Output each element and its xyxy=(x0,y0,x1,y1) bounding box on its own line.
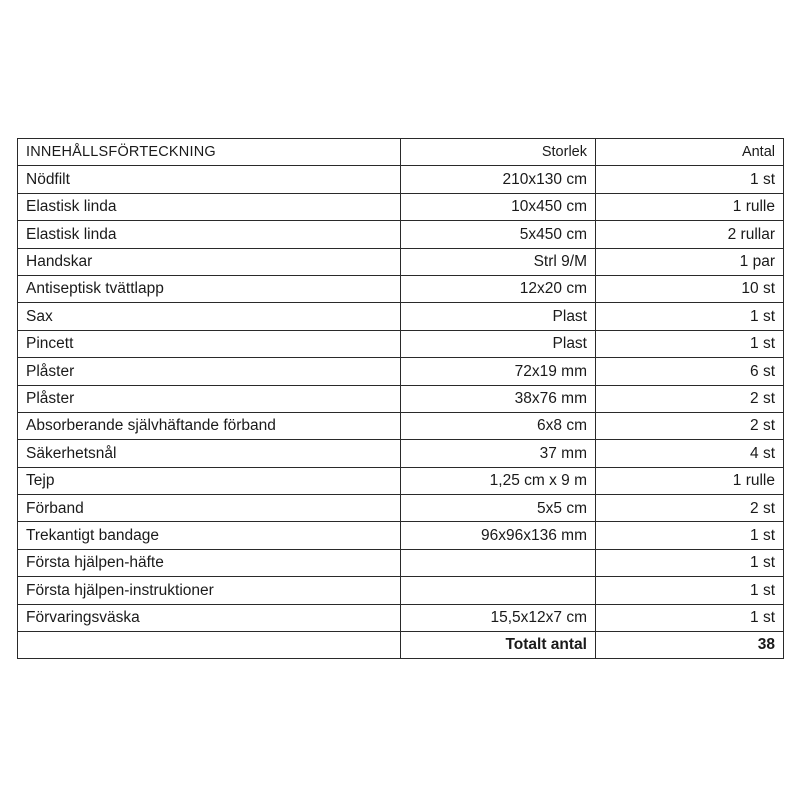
table-body xyxy=(18,166,784,659)
table-row xyxy=(18,440,784,467)
item-quantity: 2 st xyxy=(596,385,784,412)
item-size: 210x130 cm xyxy=(401,166,596,193)
item-quantity: 6 st xyxy=(596,358,784,385)
item-name: Plåster xyxy=(18,385,401,412)
item-quantity: 1 st xyxy=(596,604,784,631)
item-quantity: 2 st xyxy=(596,495,784,522)
item-size: 15,5x12x7 cm xyxy=(401,604,596,631)
item-name: Säkerhetsnål xyxy=(18,440,401,467)
table-row xyxy=(18,604,784,631)
contents-table xyxy=(17,138,784,659)
table-header xyxy=(18,139,784,166)
table-row xyxy=(18,330,784,357)
item-quantity: 1 par xyxy=(596,248,784,275)
item-quantity: 2 rullar xyxy=(596,221,784,248)
item-size: 12x20 cm xyxy=(401,275,596,302)
item-size: Plast xyxy=(401,330,596,357)
table-row xyxy=(18,193,784,220)
item-name: Absorberande självhäftande förband xyxy=(18,412,401,439)
item-size: 6x8 cm xyxy=(401,412,596,439)
table-row xyxy=(18,495,784,522)
item-size: 1,25 cm x 9 m xyxy=(401,467,596,494)
item-name: Trekantigt bandage xyxy=(18,522,401,549)
table-row xyxy=(18,412,784,439)
total-label: Totalt antal xyxy=(401,632,596,659)
item-name: Nödfilt xyxy=(18,166,401,193)
item-size: Plast xyxy=(401,303,596,330)
header-row xyxy=(18,139,784,166)
item-quantity: 1 st xyxy=(596,522,784,549)
item-size: 38x76 mm xyxy=(401,385,596,412)
item-name: Handskar xyxy=(18,248,401,275)
table-row xyxy=(18,522,784,549)
header-size: Storlek xyxy=(401,139,596,166)
table-row xyxy=(18,577,784,604)
item-quantity: 1 st xyxy=(596,303,784,330)
table-row xyxy=(18,221,784,248)
item-name: Pincett xyxy=(18,330,401,357)
item-name: Antiseptisk tvättlapp xyxy=(18,275,401,302)
table-row xyxy=(18,303,784,330)
header-contents: INNEHÅLLSFÖRTECKNING xyxy=(18,139,401,166)
item-name: Tejp xyxy=(18,467,401,494)
item-quantity: 1 st xyxy=(596,577,784,604)
table-row xyxy=(18,385,784,412)
table-row xyxy=(18,358,784,385)
item-size: 96x96x136 mm xyxy=(401,522,596,549)
item-quantity: 1 st xyxy=(596,330,784,357)
item-quantity: 4 st xyxy=(596,440,784,467)
item-size: 10x450 cm xyxy=(401,193,596,220)
item-size: 72x19 mm xyxy=(401,358,596,385)
item-size: 5x5 cm xyxy=(401,495,596,522)
item-name: Sax xyxy=(18,303,401,330)
table-row xyxy=(18,467,784,494)
item-size: 5x450 cm xyxy=(401,221,596,248)
item-name: Elastisk linda xyxy=(18,193,401,220)
item-quantity: 1 rulle xyxy=(596,193,784,220)
item-quantity: 10 st xyxy=(596,275,784,302)
item-name: Förband xyxy=(18,495,401,522)
table-row xyxy=(18,549,784,576)
item-quantity: 1 st xyxy=(596,549,784,576)
item-size xyxy=(401,549,596,576)
item-size xyxy=(401,577,596,604)
item-quantity: 1 st xyxy=(596,166,784,193)
item-name: Elastisk linda xyxy=(18,221,401,248)
item-quantity: 1 rulle xyxy=(596,467,784,494)
contents-table-container xyxy=(17,138,783,659)
item-name: Första hjälpen-häfte xyxy=(18,549,401,576)
item-size: Strl 9/M xyxy=(401,248,596,275)
item-name: Första hjälpen-instruktioner xyxy=(18,577,401,604)
total-empty-cell xyxy=(18,632,401,659)
item-name: Förvaringsväska xyxy=(18,604,401,631)
item-name: Plåster xyxy=(18,358,401,385)
table-row xyxy=(18,166,784,193)
table-row xyxy=(18,275,784,302)
item-size: 37 mm xyxy=(401,440,596,467)
total-row xyxy=(18,632,784,659)
total-value: 38 xyxy=(596,632,784,659)
header-quantity: Antal xyxy=(596,139,784,166)
table-row xyxy=(18,248,784,275)
item-quantity: 2 st xyxy=(596,412,784,439)
